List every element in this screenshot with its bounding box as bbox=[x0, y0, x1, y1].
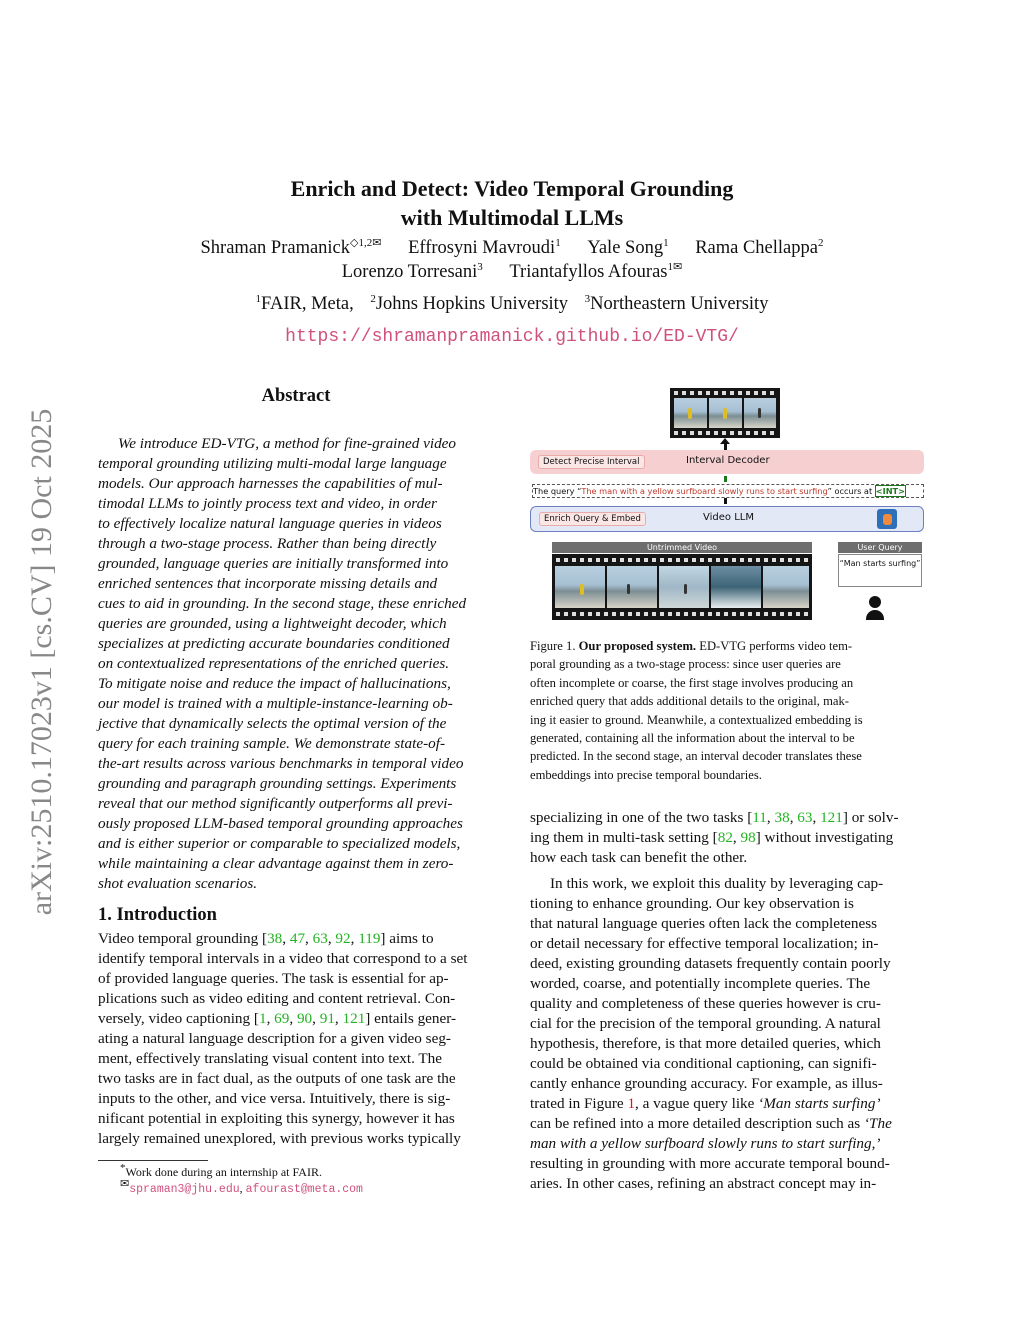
author: Rama Chellappa$^2$ bbox=[695, 236, 824, 258]
user-query-text: “Man starts surfing” bbox=[838, 554, 922, 587]
author: Lorenzo Torresani$^3$ bbox=[341, 260, 483, 282]
intro-body: Video temporal grounding [38, 47, 63, 92, 119] aims to identify temporal intervals in a video that correspond to a set of provided language queries. The task is essential for ap- plications such as video editing and content retrieval. Con- versely, video captioning [1, 69, 90, 91, 121] entails gener- ating a natural language description for a given video seg- ment, effectively translating visual content into text. The two tasks are in fact dual, as the outputs of one task are the inputs to the other, and vice versa. Intuitively, there is sig- nificant potential in exploiting this synergy, however it has largely remained unexplored, with previous works typically bbox=[98, 930, 468, 1147]
arxiv-side-label: arXiv:2510.17023v1 [cs.CV] 19 Oct 2025 bbox=[25, 408, 58, 916]
figure-caption: Figure 1. Our proposed system. ED-VTG performs video tem- poral grounding as a two-stage process: since user queries are often incomplete or coarse, the first stage involves producing an enriched query that adds additional details to the original, mak- ing it easier to ground. Meanwhile, a contextualized embedding is generated, containing all the information about the interval to be predicted. In the second stage, an interval decoder translates these embeddings into precise temporal boundaries. bbox=[530, 639, 863, 782]
abstract-body: We introduce ED-VTG, a method for fine-grained video temporal grounding utilizing multi-modal large language models. Our approach harnesses the capabilities of mul- timodal LLMs to jointly process text and video, in order to effectively localize natural language queries in videos through a two-stage process. Rather than being directly grounded, language queries are initially transformed into enriched sentences that incorporate missing details and cues to aid in grounding. In the second stage, these enriched queries are grounded, using a lightweight decoder, which specializes at predicting accurate boundaries conditioned on contextualized representations of the enriched queries. To mitigate noise and reduce the impact of hallucinations, our model is trained with a multiple-instance-learning ob- jective that dynamically selects the optimal version of the query for each training sample. We demonstrate state-of- the-art results across various benchmarks in temporal video grounding and paragraph grounding settings. Experiments reveal that our method significantly outperforms all previ- ously proposed LLM-based temporal grounding approaches and is either superior or comparable to specialized models, while maintaining a clear advantage against them in zero- shot evaluation scenarios. bbox=[98, 435, 467, 892]
citation-link[interactable]: 82 bbox=[717, 829, 733, 846]
paper-title bbox=[0, 174, 1024, 232]
intro-heading: 1. Introduction bbox=[98, 905, 217, 925]
enrich-label: Enrich Query & Embed bbox=[539, 512, 646, 526]
citation-link[interactable]: 63 bbox=[797, 809, 813, 826]
citation-link[interactable]: 121 bbox=[820, 809, 843, 826]
author-line-2 bbox=[0, 262, 1024, 283]
title-line-2: with Multimodal LLMs bbox=[400, 205, 624, 230]
user-query-label: User Query bbox=[838, 542, 922, 553]
citation-link[interactable]: 90 bbox=[296, 1010, 313, 1027]
citation-link[interactable]: 47 bbox=[289, 930, 306, 947]
abstract-heading: Abstract bbox=[261, 386, 331, 406]
decoder-label: Interval Decoder bbox=[686, 455, 770, 466]
enriched-query-text: The query “The man with a yellow surfboard slowly runs to start surfing” occurs at <INT> bbox=[532, 484, 924, 498]
citation-link[interactable]: 63 bbox=[312, 930, 328, 947]
untrimmed-video-image bbox=[552, 554, 812, 620]
citation-link[interactable]: 91 bbox=[319, 1010, 335, 1027]
untrimmed-video-label: Untrimmed Video bbox=[552, 542, 812, 553]
citation-link[interactable]: 38 bbox=[774, 809, 790, 826]
author: Yale Song$^1$ bbox=[587, 236, 669, 258]
footnote-rule bbox=[98, 1160, 208, 1161]
output-clip-image bbox=[670, 388, 780, 438]
citation-link[interactable]: 1 bbox=[258, 1010, 267, 1027]
figure-1 bbox=[530, 388, 926, 624]
title-line-1: Enrich and Detect: Video Temporal Grounding bbox=[290, 176, 734, 201]
author: Effrosyni Mavroudi$^1$ bbox=[408, 236, 561, 258]
author-line-1 bbox=[0, 238, 1024, 259]
project-url-link[interactable]: https://shramanpramanick.github.io/ED-VTG/ bbox=[285, 327, 739, 347]
footnotes: *Work done during an internship at FAIR. ✉spraman3@jhu.edu, afourast@meta.com bbox=[98, 1160, 363, 1198]
author: Triantafyllos Afouras$^{1✉}$ bbox=[509, 260, 683, 282]
email-link[interactable]: afourast@meta.com bbox=[245, 1183, 363, 1196]
figure-ref-link[interactable]: 1 bbox=[627, 1095, 636, 1112]
int-token: <INT> bbox=[875, 486, 905, 496]
detect-label: Detect Precise Interval bbox=[538, 455, 645, 469]
author: Shraman Pramanick$^{◇1,2✉}$ bbox=[200, 236, 382, 258]
llm-label: Video LLM bbox=[703, 512, 754, 523]
user-icon bbox=[866, 596, 884, 620]
citation-link[interactable]: 98 bbox=[740, 829, 756, 846]
citation-link[interactable]: 69 bbox=[274, 1010, 290, 1027]
affiliations: $^1$FAIR, Meta, $^2$Johns Hopkins University $^3$Northeastern University bbox=[255, 292, 769, 314]
right-column-body: specializing in one of the two tasks [11, 38, 63, 121] or solv- ing them in multi-task setting [82, 98] without investigating how each task can benefit the other. In this work, we exploit this duality by leveraging cap- tioning to enhance grounding. Our key observation is that natural language queries often lack the completeness or detail necessary for effective temporal localization; in- deed, existing grounding datasets frequently contain poorly worded, coarse, and potentially incomplete queries. The quality and completeness of these queries however is cru- cial for the precision of the temporal grounding. A natural hypothesis, therefore, is that more detailed queries, which could be obtained via conditional captioning, can signifi- cantly enhance grounding accuracy. For example, as illus- trated in Figure 1, a vague query like ‘Man starts surfing’ can be refined into a more detailed description such as ‘The man with a yellow surfboard slowly runs to start surfing,’ resulting in grounding with more accurate temporal bound- aries. In other cases, refining an abstract concept may in- bbox=[530, 809, 899, 1192]
citation-link[interactable]: 121 bbox=[342, 1010, 366, 1027]
citation-link[interactable]: 119 bbox=[358, 930, 381, 947]
interval-decoder-block bbox=[530, 450, 924, 474]
llama-icon bbox=[877, 509, 897, 529]
citation-link[interactable]: 11 bbox=[752, 809, 767, 826]
video-llm-block bbox=[530, 506, 924, 532]
citation-link[interactable]: 38 bbox=[267, 930, 283, 947]
citation-link[interactable]: 92 bbox=[335, 930, 351, 947]
email-link[interactable]: spraman3@jhu.edu bbox=[129, 1183, 240, 1196]
